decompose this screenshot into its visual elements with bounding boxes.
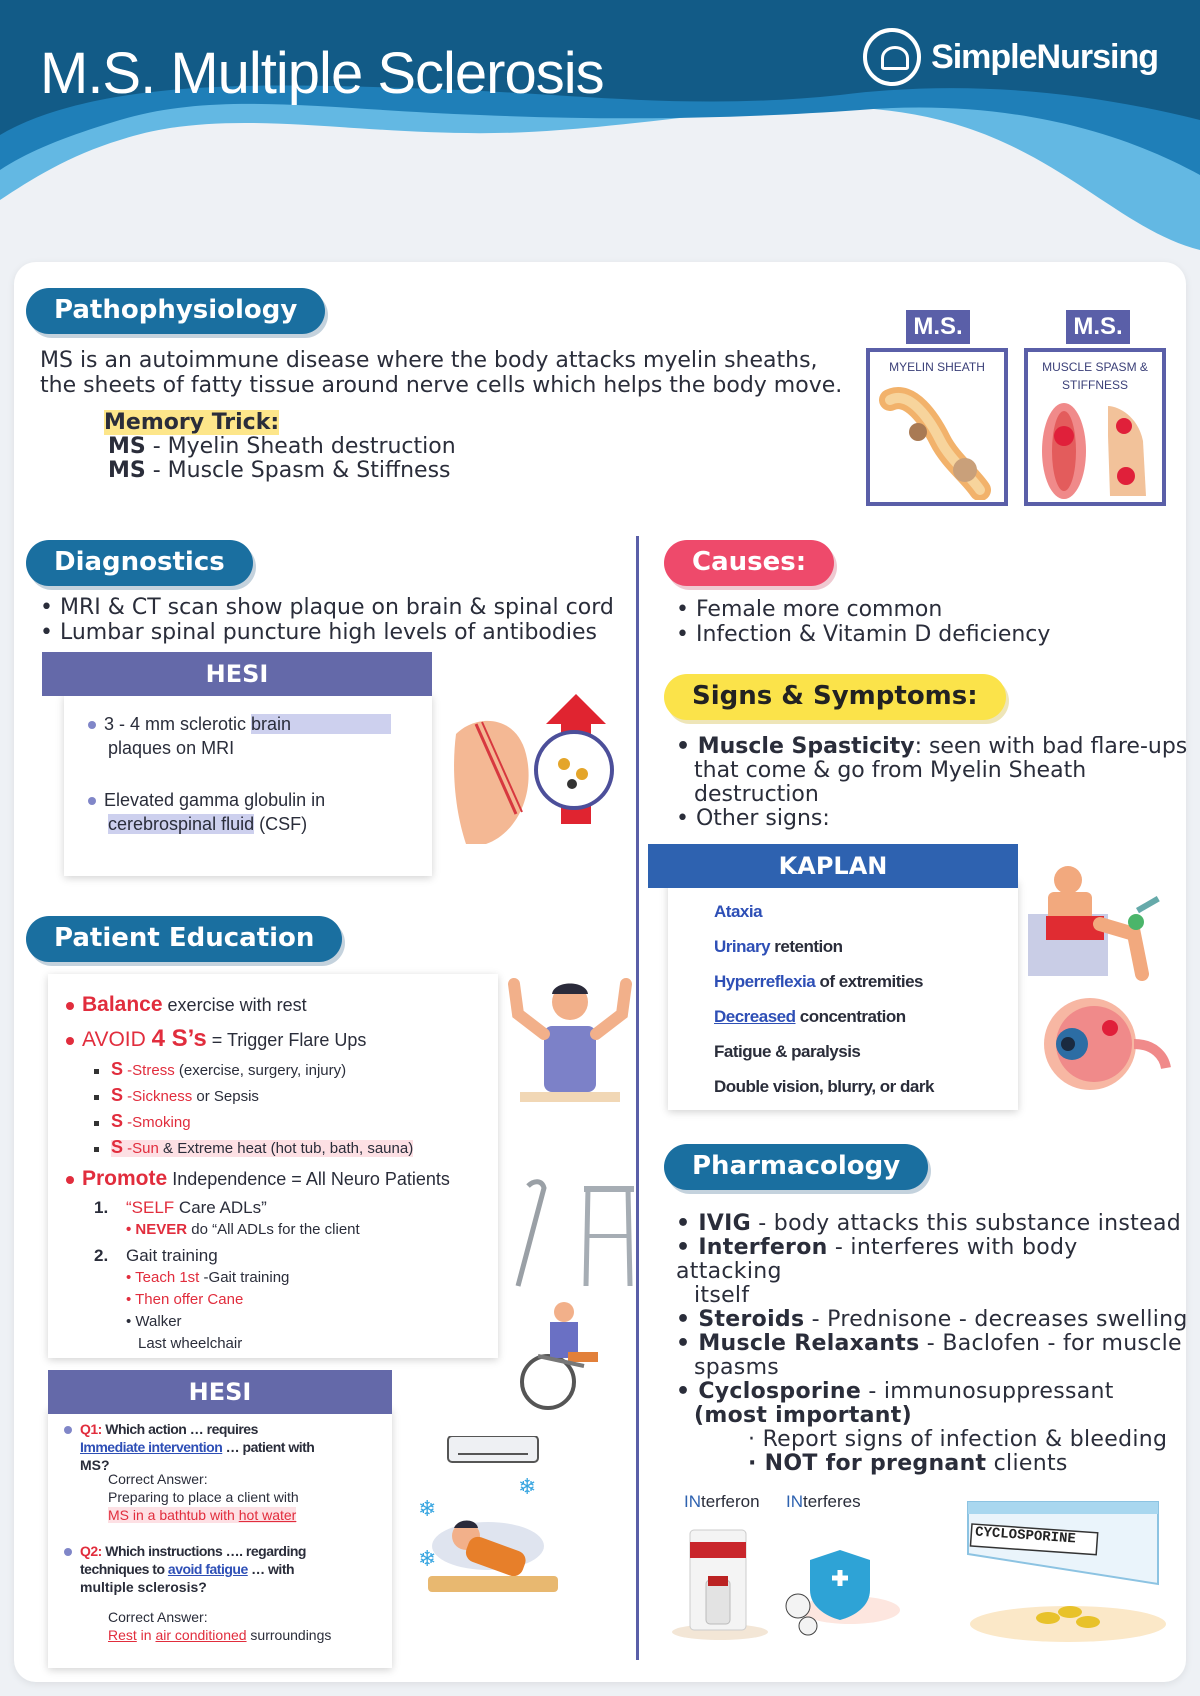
bullet-dot: [88, 797, 96, 805]
causes-heading: Causes:: [664, 540, 834, 586]
interferes-label: INterferes: [786, 1492, 861, 1511]
edu-s-sun: S -Sun & Extreme heat (hot tub, bath, sauna): [94, 1135, 506, 1161]
edu-s-sickness: S -Sickness or Sepsis: [94, 1083, 506, 1109]
signs-bullet-1-line3: destruction: [694, 782, 819, 807]
hesi-q2: Q2: Which instructions …. regarding techniques to avoid fatigue … with multiple sclerosis? Correct Answer: Rest in air conditioned surroundings: [80, 1542, 386, 1644]
kaplan-item-vision: Double vision, blurry, or dark: [714, 1077, 934, 1096]
patient-education-heading: Patient Education: [26, 916, 342, 962]
kaplan-list: [714, 894, 934, 1104]
svg-text:❄: ❄: [418, 1547, 437, 1572]
brand: [863, 28, 1158, 86]
kaplan-item-hyperreflexia: Hyperreflexia of extremities: [714, 972, 923, 991]
pharm-steroids: • Steroids - Prednisone - decreases swelling: [676, 1307, 1188, 1332]
pathophysiology-heading: Pathophysiology: [26, 288, 325, 334]
interferon-label: INterferon: [684, 1492, 760, 1511]
hesi-title-2: HESI: [48, 1370, 392, 1414]
exercise-man-illustration: [500, 974, 640, 1104]
pharm-interferon: • Interferon - interferes with body attacking: [676, 1235, 1078, 1284]
m1-abbr: MS: [108, 434, 146, 459]
interferon-vial-illustration: [670, 1520, 900, 1640]
m2-abbr: MS: [108, 458, 146, 483]
edu-self-care: 1. “SELF Care ADLs” • NEVER do “All ADLs for the client 2. Gait training • Teach 1st -Gait training • Then offer Cane • Walker Last wheelchair: [94, 1198, 360, 1352]
education-list: [66, 988, 506, 1355]
myelin-sheath-box: [866, 348, 1008, 506]
memory-trick-title: [104, 410, 279, 435]
air-conditioned-rest-illustration: [418, 1436, 568, 1626]
pharm-relaxants: • Muscle Relaxants - Baclofen - for muscle: [676, 1331, 1182, 1356]
lumbar-puncture-illustration: [446, 694, 636, 854]
ms-tag-2: M.S.: [1066, 310, 1130, 344]
stethoscope-heart-icon: [863, 28, 921, 86]
pharm-cyclosporine: • Cyclosporine - immunosuppressant: [676, 1379, 1114, 1404]
cyclosporine-box-label: CYCLOSPORINE: [974, 1524, 1077, 1548]
reflex-test-illustration: [1024, 864, 1174, 984]
pharm-list: • IVIG - body attacks this substance instead • Interferon - interferes with body attacking itself • Steroids - Prednisone - decreases swelling • Muscle Relaxants - Baclofen - for muscle spasms • Cyclosporine - immunosuppressant (most important) · Report signs of infection & bleeding · NOT for pregnant clients: [676, 1211, 1188, 1476]
kaplan-item-urinary: Urinary retention: [714, 937, 843, 956]
m1-text: - Myelin Sheath destruction: [145, 434, 456, 459]
diagnostics-bullet-1: • MRI & CT scan show plaque on brain & spinal cord: [40, 595, 614, 620]
m2-text: - Muscle Spasm & Stiffness: [145, 458, 451, 483]
mobility-aids-illustration: [508, 1176, 638, 1426]
hesi-q1: Q1: Which action … requires Immediate intervention … patient with MS? Correct Answer: Preparing to place a client with MS in a bathtub with hot water: [80, 1420, 386, 1524]
bullet-dot: [88, 721, 96, 729]
svg-text:❄: ❄: [418, 1497, 437, 1522]
patho-line1: MS is an autoimmune disease where the body attacks myelin sheaths,: [40, 348, 818, 373]
eye-illustration: [1034, 994, 1174, 1094]
edu-s-smoking: S -Smoking: [94, 1109, 506, 1135]
signs-bullet-1: • Muscle Spasticity: seen with bad flare-ups: [676, 734, 1188, 759]
diagnostics-bullet-2: • Lumbar spinal puncture high levels of antibodies: [40, 620, 597, 645]
edu-avoid: AVOID 4 S’s = Trigger Flare Ups: [66, 1022, 506, 1057]
muscle-pain-icon: [1028, 396, 1162, 506]
kaplan-item-concentration: Decreased concentration: [714, 1007, 906, 1026]
pharmacology-heading: Pharmacology: [664, 1144, 928, 1190]
edu-promote: Promote Independence = All Neuro Patients: [66, 1161, 506, 1197]
brand-name: SimpleNursing: [931, 37, 1158, 76]
patho-line2: the sheets of fatty tissue around nerve cells which helps the body move.: [40, 373, 843, 398]
diagnostics-heading: Diagnostics: [26, 540, 253, 586]
edu-balance: Balance exercise with rest: [66, 988, 506, 1022]
ms-tag-1: M.S.: [906, 310, 970, 344]
memory-trick-label: Memory Trick:: [104, 410, 280, 435]
neuron-axon-icon: [870, 380, 1004, 500]
kaplan-item-fatigue: Fatigue & paralysis: [714, 1042, 861, 1061]
kaplan-title: KAPLAN: [648, 844, 1018, 888]
edu-s-stress: S -Stress (exercise, surgery, injury): [94, 1057, 506, 1083]
header-banner: [0, 0, 1200, 270]
muscle-spasm-label: MUSCLE SPASM & STIFFNESS: [1042, 360, 1148, 392]
hesi-title-1: HESI: [42, 652, 432, 696]
causes-bullet-1: • Female more common: [676, 597, 943, 622]
page-title: M.S. Multiple Sclerosis: [40, 41, 604, 106]
muscle-spasm-box: [1024, 348, 1166, 506]
memory-trick-item-1: [108, 434, 456, 459]
edu-s-list: [66, 1057, 506, 1161]
signs-bullet-2: • Other signs:: [676, 806, 830, 831]
signs-bullet-1-line2: that come & go from Myelin Sheath: [694, 758, 1087, 783]
kaplan-item-ataxia: Ataxia: [714, 902, 763, 921]
myelin-sheath-label: MYELIN SHEATH: [889, 360, 985, 374]
causes-bullet-2: • Infection & Vitamin D deficiency: [676, 622, 1051, 647]
memory-trick-item-2: [108, 458, 451, 483]
cyclosporine-box-illustration: [958, 1494, 1168, 1644]
svg-text:❄: ❄: [518, 1475, 537, 1500]
hesi-diag-item-2: Elevated gamma globulin in cerebrospinal fluid (CSF): [88, 788, 418, 836]
signs-heading: Signs & Symptoms:: [664, 674, 1006, 720]
pharm-ivig: • IVIG - body attacks this substance instead: [676, 1211, 1181, 1236]
hesi-diag-item-1: 3 - 4 mm sclerotic brain plaques on MRI: [88, 712, 418, 760]
